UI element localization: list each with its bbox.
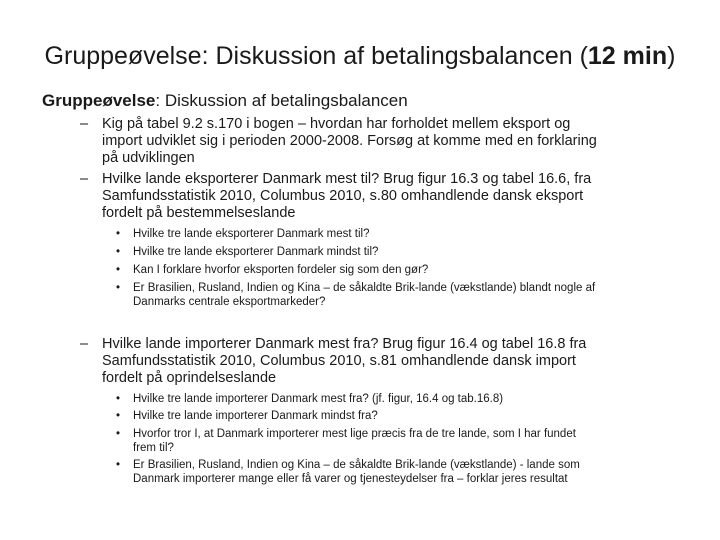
section-1-item [80,116,702,167]
slide-title [0,40,720,72]
subitem-line: Danmark importerer mange eller få varer og tjenesteydelser fra – forklar jeres resultat [133,473,568,485]
section-3-subitem [116,458,693,486]
dash-marker: – [80,116,89,132]
bullet-marker: • [116,246,121,258]
subitem-line: Er Brasilien, Rusland, Indien og Kina – de såkaldte Brik-lande (vækstlande) blandt nogle af [133,282,596,294]
section-3-subitem [116,427,693,455]
title-duration: 12 min [587,42,668,70]
section-1-line: import udviklet sig i perioden 2000-2008. Forsøg at komme med en forklaring [102,133,597,149]
dash-marker: – [80,336,89,352]
subitem-line: Danmarks centrale eksportmarkeder? [133,296,326,308]
subitem-line: Hvilke tre lande importerer Danmark mindst fra? [133,410,378,422]
heading-bold: Gruppeøvelse [42,91,156,110]
bullet-marker: • [116,393,121,405]
subitem-line: frem til? [133,442,174,454]
section-3-subitem [116,392,693,406]
bullet-marker: • [116,459,121,471]
section-3-line: fordelt på oprindelseslande [102,370,277,386]
heading-rest: : Diskussion af betalingsbalancen [155,91,408,110]
subitem-line: Hvilke tre lande eksporterer Danmark mindst til? [133,246,379,258]
section-2-subitem [116,281,693,309]
bullet-marker: • [116,264,121,276]
section-2-subitem [116,227,693,241]
subitem-line: Hvorfor tror I, at Danmark importerer mest lige præcis fra de tre lande, som I har fundet [133,428,576,440]
section-2-line: Samfundsstatistik 2010, Columbus 2010, s.80 omhandlende dansk eksport [102,188,584,204]
subitem-line: Hvilke tre lande eksporterer Danmark mest til? [133,228,370,240]
bullet-marker: • [116,282,121,294]
bullet-marker: • [116,428,121,440]
section-1-line: på udviklingen [102,150,195,166]
section-2-subitem [116,245,693,259]
bullet-marker: • [116,228,121,240]
subitem-line: Hvilke tre lande importerer Danmark mest fra? (jf. figur, 16.4 og tab.16.8) [133,393,504,405]
subitem-line: Kan I forklare hvorfor eksporten fordeler sig som den gør? [133,264,429,276]
title-text-prefix: Gruppeøvelse: Diskussion af betalingsbalancen ( [44,42,588,70]
section-3-line: Samfundsstatistik 2010, Columbus 2010, s.81 omhandlende dansk import [102,353,576,369]
section-3-subitem [116,409,693,423]
title-text-suffix: ) [667,42,676,70]
section-3-item [80,336,702,387]
slide-heading [42,90,408,112]
section-1-line: Kig på tabel 9.2 s.170 i bogen – hvordan har forholdet mellem eksport og [102,116,571,132]
dash-marker: – [80,171,89,187]
section-2-line: Hvilke lande eksporterer Danmark mest til? Brug figur 16.3 og tabel 16.6, fra [102,171,592,187]
section-2-subitem [116,263,693,277]
bullet-marker: • [116,410,121,422]
subitem-line: Er Brasilien, Rusland, Indien og Kina – de såkaldte Brik-lande (vækstlande) - lande som [133,459,580,471]
section-2-item [80,171,702,222]
section-2-line: fordelt på bestemmelseslande [102,205,296,221]
section-3-line: Hvilke lande importerer Danmark mest fra? Brug figur 16.4 og tabel 16.8 fra [102,336,587,352]
